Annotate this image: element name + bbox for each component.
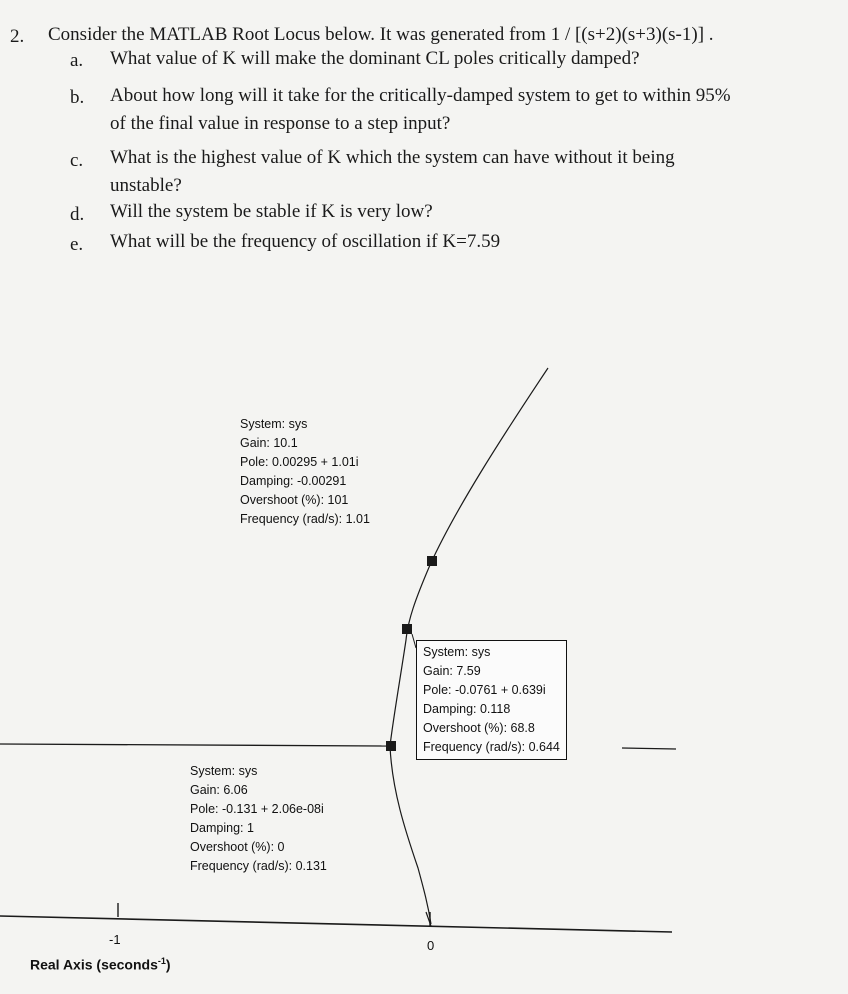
question-intro: Consider the MATLAB Root Locus below. It was generated from 1 / [(s+2)(s+3)(s-1)] . [48, 24, 714, 45]
datatip-middle-overshoot: Overshoot (%): 68.8 [423, 721, 535, 735]
question-number: 2. [10, 26, 25, 47]
datatip-middle-damping: Damping: 0.118 [423, 702, 511, 716]
part-b-letter: b. [70, 87, 85, 108]
part-c-letter: c. [70, 150, 84, 171]
part-c-text-cont: unstable? [110, 175, 182, 196]
part-b-text: About how long will it take for the critically-damped system to get to within 95% [110, 85, 731, 106]
datatip-top-gain: Gain: 10.1 [240, 436, 298, 450]
datatip-bottom [190, 762, 327, 876]
x-axis-title [30, 956, 171, 973]
part-b-text-cont: of the final value in response to a step input? [110, 113, 451, 134]
datatip-middle-frequency: Frequency (rad/s): 0.644 [423, 740, 560, 754]
datatip-middle-gain: Gain: 7.59 [423, 664, 481, 678]
x-axis-title-text: Real Axis (seconds [30, 956, 158, 973]
datatip-bottom-system: System: sys [190, 764, 258, 778]
datatip-middle-pole: Pole: -0.0761 + 0.639i [423, 683, 546, 697]
datatip-bottom-gain: Gain: 6.06 [190, 783, 248, 797]
datatip-marker-top [427, 556, 437, 566]
datatip-bottom-overshoot: Overshoot (%): 0 [190, 840, 285, 854]
part-a-text: What value of K will make the dominant CL poles critically damped? [110, 48, 640, 69]
datatip-middle [416, 640, 567, 760]
part-d-letter: d. [70, 204, 85, 225]
x-tick-label-0: 0 [427, 938, 435, 953]
root-locus-branch-lower [390, 746, 431, 924]
datatip-marker-middle [402, 624, 412, 634]
datatip-top-pole: Pole: 0.00295 + 1.01i [240, 455, 359, 469]
part-e-letter: e. [70, 234, 84, 255]
plot-bottom-axis-line [0, 916, 672, 932]
datatip-top-frequency: Frequency (rad/s): 1.01 [240, 512, 370, 526]
datatip-marker-bottom [386, 741, 396, 751]
horizontal-reference-line-right [622, 748, 676, 749]
part-c-text: What is the highest value of K which the system can have without it being [110, 147, 675, 168]
horizontal-reference-line-left [0, 744, 386, 746]
datatip-bottom-damping: Damping: 1 [190, 821, 254, 835]
x-axis-title-close: ) [165, 956, 171, 973]
part-d-text: Will the system be stable if K is very low? [110, 201, 433, 222]
part-e-text: What will be the frequency of oscillation if K=7.59 [110, 231, 501, 252]
x-tick-label-minus1: -1 [109, 932, 121, 947]
datatip-bottom-frequency: Frequency (rad/s): 0.131 [190, 859, 327, 873]
datatip-middle-system: System: sys [423, 645, 491, 659]
datatip-top-damping: Damping: -0.00291 [240, 474, 347, 488]
x-axis-title-exponent: -1 [157, 956, 166, 966]
datatip-top [240, 415, 370, 529]
datatip-top-system: System: sys [240, 417, 308, 431]
part-a-letter: a. [70, 50, 84, 71]
datatip-top-overshoot: Overshoot (%): 101 [240, 493, 349, 507]
datatip-bottom-pole: Pole: -0.131 + 2.06e-08i [190, 802, 324, 816]
